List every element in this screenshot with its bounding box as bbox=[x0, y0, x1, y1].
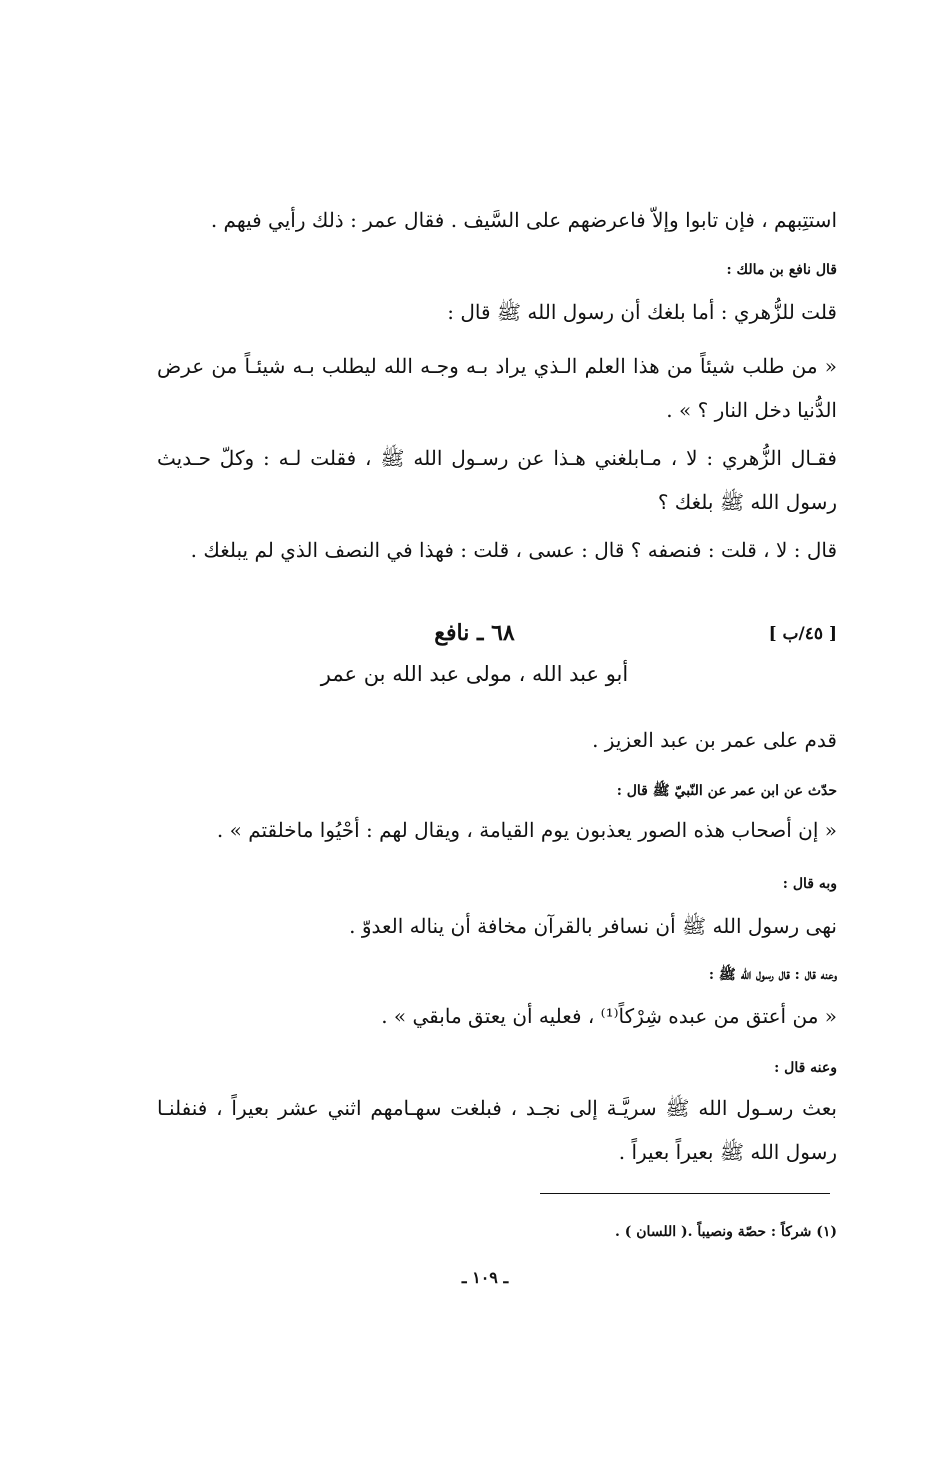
narrator-heading: وعنه قال : قال رسول الله ﷺ : bbox=[708, 967, 837, 983]
paragraph: استتِبهم ، فإن تابوا وإلاّ فاعرضهم على السَّيف . فقال عمر : ذلك رأيي فيهم . bbox=[210, 208, 837, 232]
hadith-quote: « من طلب شيئاً من هذا العلم الـذي يراد بـه وجـه الله ليطلب بـه شيئـاً من عرض الدُّنيا دخل النار ؟ » . bbox=[157, 354, 837, 422]
paragraph: فقـال الزُّهري : لا ، مـابلغني هـذا عن رسـول الله ﷺ ، فقلت لـه : وكلّ حـديث رسول الله ﷺ بلغك ؟ bbox=[157, 446, 837, 514]
paragraph: قلت للزُّهري : أما بلغك أن رسول الله ﷺ قال : bbox=[447, 300, 837, 324]
paragraph: قال : لا ، قلت : فنصفه ؟ قال : عسى ، قلت : فهذا في النصف الذي لم يبلغك . bbox=[190, 538, 837, 562]
section-title: ٦٨ ـ نافع bbox=[434, 620, 515, 646]
manuscript-folio-ref: [ ٤٥/ب ] bbox=[768, 624, 837, 644]
narrator-heading: حدّث عن ابن عمر عن النّبيّ ﷺ قال : bbox=[616, 783, 837, 799]
section-subtitle: أبو عبد الله ، مولى عبد الله بن عمر bbox=[320, 662, 629, 686]
narrator-heading: وبه قال : bbox=[782, 876, 837, 892]
footnote: (١) شركاً : حصّة ونصيباً .( اللسان ) . bbox=[615, 1224, 837, 1240]
narrator-heading: وعنه قال : bbox=[774, 1060, 837, 1076]
footnote-divider bbox=[540, 1193, 830, 1194]
narrator-heading: قال نافع بن مالك : bbox=[726, 262, 837, 278]
page-number: ـ ١٠٩ ـ bbox=[461, 1268, 509, 1287]
paragraph: نهى رسول الله ﷺ أن نسافر بالقرآن مخافة أن يناله العدوّ . bbox=[349, 914, 837, 938]
paragraph: بعث رسـول الله ﷺ سريَّـة إلى نجـد ، فبلغت سهـامهم اثني عشر بعيراً ، فنفلنـا رسول الله ﷺ بعيراً بعيراً . bbox=[157, 1096, 837, 1164]
hadith-quote: « إن أصحاب هذه الصور يعذبون يوم القيامة ، ويقال لهم : أحْيُوا ماخلقتم » . bbox=[216, 818, 837, 842]
hadith-quote: « من أعتق من عبده شِرْكاً⁽¹⁾ ، فعليه أن يعتق مابقي » . bbox=[381, 1004, 837, 1028]
paragraph: قدم على عمر بن عبد العزيز . bbox=[592, 728, 837, 752]
